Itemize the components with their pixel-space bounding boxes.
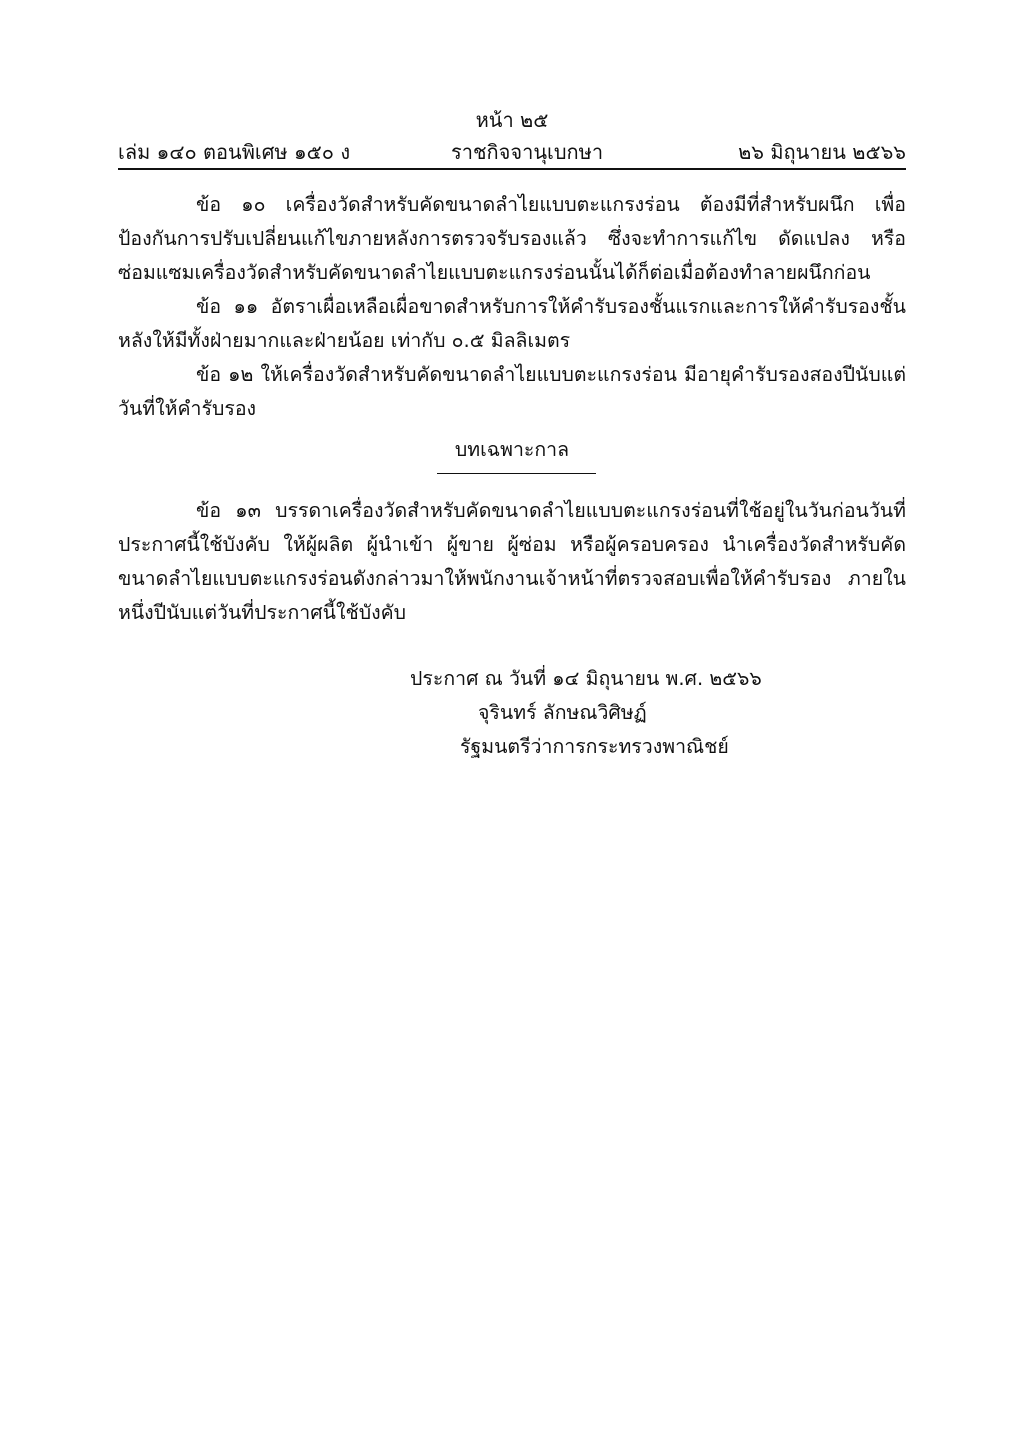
- publication-date: ๒๖ มิถุนายน ๒๕๖๖: [738, 140, 906, 164]
- gazette-name: ราชกิจจานุเบกษา: [451, 140, 604, 164]
- signer-name: จุรินทร์ ลักษณวิศิษฏ์: [478, 701, 647, 724]
- header-divider: [118, 168, 906, 170]
- clause-10-paragraph: ข้อ ๑๐ เครื่องวัดสำหรับคัดขนาดลำไยแบบตะแกรงร่อน ต้องมีที่สำหรับผนึก เพื่อป้องกันการปรับเปลี่ยนแก้ไขภายหลังการตรวจรับรองแล้ว ซึ่งจะทำการแก้ไข ดัดแปลง หรือซ่อมแซมเครื่องวัดสำหรับคัดขนาดลำไยแบบตะแกรงร่อนนั้นได้ก็ต่อเมื่อต้องทำลายผนึกก่อน: [118, 193, 906, 284]
- signer-title: รัฐมนตรีว่าการกระทรวงพาณิชย์: [460, 735, 729, 758]
- clause-11-paragraph: ข้อ ๑๑ อัตราเผื่อเหลือเผื่อขาดสำหรับการให้คำรับรองชั้นแรกและการให้คำรับรองชั้นหลังให้มีทั้งฝ่ายมากและฝ่ายน้อย เท่ากับ ๐.๕ มิลลิเมตร: [118, 295, 906, 352]
- volume-issue: เล่ม ๑๔๐ ตอนพิเศษ ๑๕๐ ง: [118, 140, 351, 164]
- transitional-section-heading: บทเฉพาะกาล: [454, 438, 570, 461]
- announcement-date: ประกาศ ณ วันที่ ๑๔ มิถุนายน พ.ศ. ๒๕๖๖: [410, 667, 762, 690]
- clause-12-paragraph: ข้อ ๑๒ ให้เครื่องวัดสำหรับคัดขนาดลำไยแบบตะแกรงร่อน มีอายุคำรับรองสองปีนับแต่วันที่ให้คำรับรอง: [118, 363, 906, 420]
- signature-block: [410, 662, 830, 764]
- gazette-header: [118, 136, 906, 166]
- page-number: หน้า ๒๕: [475, 108, 549, 132]
- section-divider: [437, 473, 596, 474]
- clause-13-paragraph: ข้อ ๑๓ บรรดาเครื่องวัดสำหรับคัดขนาดลำไยแบบตะแกรงร่อนที่ใช้อยู่ในวันก่อนวันที่ประกาศนี้ใช้บังคับ ให้ผู้ผลิต ผู้นำเข้า ผู้ขาย ผู้ซ่อม หรือผู้ครอบครอง นำเครื่องวัดสำหรับคัดขนาดลำไยแบบตะแกรงร่อนดังกล่าวมาให้พนักงานเจ้าหน้าที่ตรวจสอบเพื่อให้คำรับรอง ภายในหนึ่งปีนับแต่วันที่ประกาศนี้ใช้บังคับ: [118, 499, 906, 624]
